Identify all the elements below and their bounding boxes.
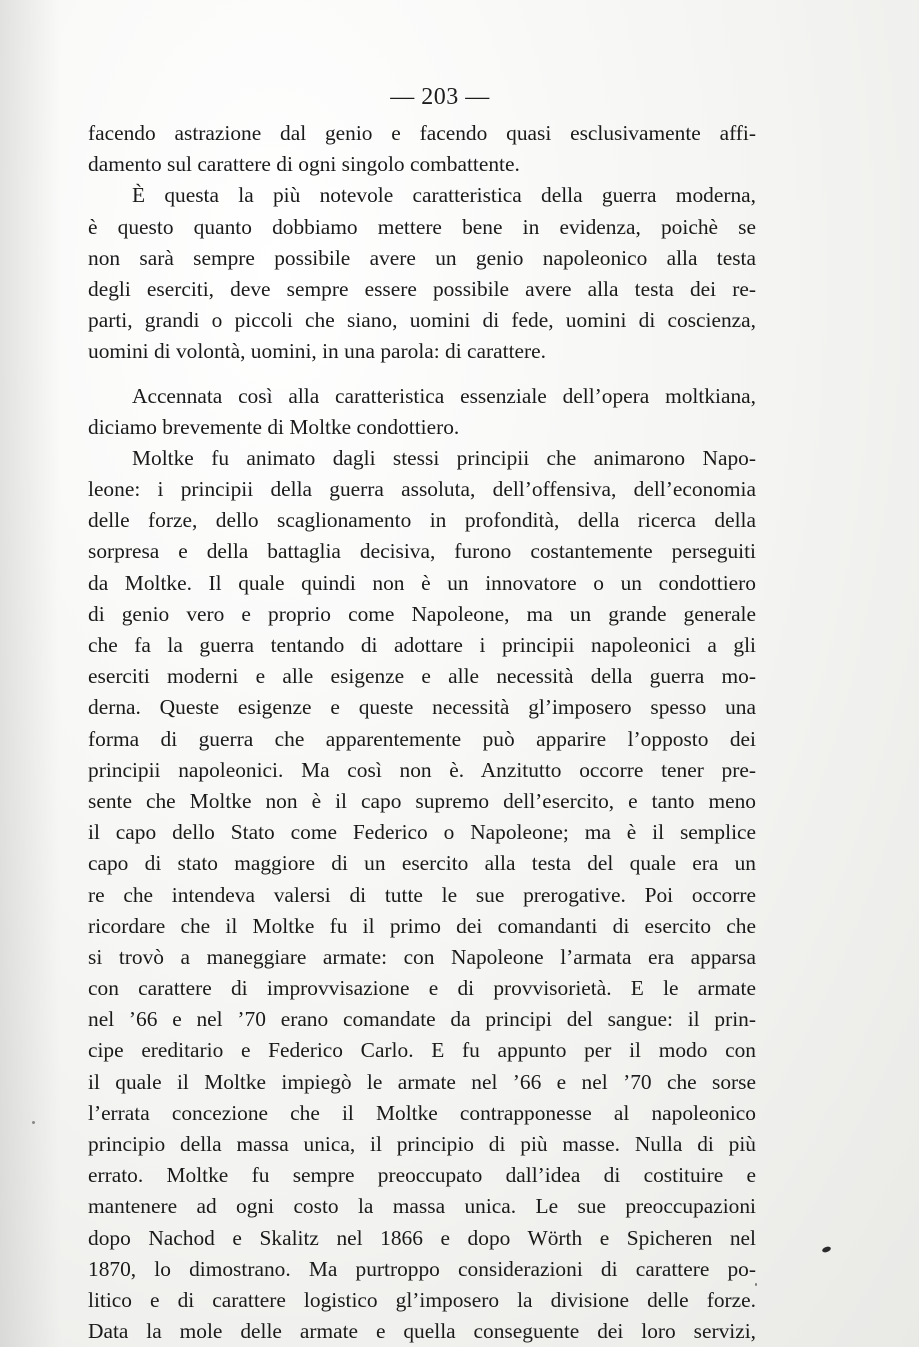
body-text	[88, 118, 756, 1347]
text-line: derna. Queste esigenze e queste necessità gl’imposero spesso una	[88, 695, 756, 720]
text-line: Moltke fu animato dagli stessi principii che animarono Napo-	[132, 445, 756, 470]
scan-speck	[32, 1121, 35, 1124]
page-edge-shadow	[0, 0, 60, 1347]
text-line: con carattere di improvvisazione e di provvisorietà. E le armate	[88, 976, 756, 1001]
text-line: Accennata così alla caratteristica essenziale dell’opera moltkiana,	[132, 383, 756, 408]
text-line: degli eserciti, deve sempre essere possibile avere alla testa dei re-	[88, 276, 756, 301]
text-line: damento sul carattere di ogni singolo combattente.	[88, 152, 520, 177]
text-line: diciamo brevemente di Moltke condottiero.	[88, 414, 460, 439]
text-line: uomini di volontà, uomini, in una parola: di carattere.	[88, 339, 546, 364]
text-line: è questo quanto dobbiamo mettere bene in evidenza, poichè se	[88, 214, 756, 239]
text-line: di genio vero e proprio come Napoleone, ma un grande generale	[88, 601, 756, 626]
text-line: delle forze, dello scaglionamento in profondità, della ricerca della	[88, 508, 756, 533]
text-line: il capo dello Stato come Federico o Napoleone; ma è il semplice	[88, 820, 756, 845]
text-line: l’errata concezione che il Moltke contrapponesse al napoleonico	[88, 1100, 756, 1125]
text-line: Data la mole delle armate e quella conseguente dei loro servizi,	[88, 1319, 756, 1344]
paragraph-spacer	[88, 368, 756, 381]
scan-speck	[755, 1283, 757, 1286]
text-line: dopo Nachod e Skalitz nel 1866 e dopo Wörth e Spicheren nel	[88, 1225, 756, 1250]
paragraph	[88, 118, 756, 180]
text-line: eserciti moderni e alle esigenze e alle necessità della guerra mo-	[88, 664, 756, 689]
text-line: si trovò a maneggiare armate: con Napoleone l’armata era apparsa	[88, 944, 756, 969]
paragraph	[88, 443, 756, 1347]
text-line: re che intendeva valersi di tutte le sue prerogative. Poi occorre	[88, 882, 756, 907]
page-number: — 203 —	[390, 84, 490, 110]
text-line: da Moltke. Il quale quindi non è un innovatore o un condottiero	[88, 570, 756, 595]
text-line: cipe ereditario e Federico Carlo. E fu appunto per il modo con	[88, 1038, 756, 1063]
text-line: parti, grandi o piccoli che siano, uomini di fede, uomini di coscienza,	[88, 308, 756, 333]
text-line: 1870, lo dimostrano. Ma purtroppo considerazioni di carattere po-	[88, 1256, 756, 1281]
text-line: facendo astrazione dal genio e facendo quasi esclusivamente affi-	[88, 121, 756, 145]
text-line: ricordare che il Moltke fu il primo dei comandanti di esercito che	[88, 913, 756, 938]
paragraph	[88, 180, 756, 367]
text-line: errato. Moltke fu sempre preoccupato dall’idea di costituire e	[88, 1163, 756, 1188]
text-line: capo di stato maggiore di un esercito alla testa del quale era un	[88, 851, 756, 876]
text-line: che fa la guerra tentando di adottare i principii napoleonici a gli	[88, 633, 756, 657]
text-line: il quale il Moltke impiegò le armate nel ’66 e nel ’70 che sorse	[88, 1069, 756, 1094]
text-line: nel ’66 e nel ’70 erano comandate da principi del sangue: il prin-	[88, 1007, 756, 1032]
paragraph	[88, 381, 756, 443]
text-line: sente che Moltke non è il capo supremo dell’esercito, e tanto meno	[88, 788, 756, 813]
scan-speck	[821, 1246, 831, 1254]
text-line: forma di guerra che apparentemente può apparire l’opposto dei	[88, 726, 756, 751]
text-line: leone: i principii della guerra assoluta, dell’offensiva, dell’economia	[88, 477, 756, 502]
text-line: sorpresa e della battaglia decisiva, furono costantemente perseguiti	[88, 539, 756, 564]
text-line: non sarà sempre possibile avere un genio napoleonico alla testa	[88, 245, 756, 270]
text-line: principio della massa unica, il principio di più masse. Nulla di più	[88, 1132, 756, 1156]
text-line: mantenere ad ogni costo la massa unica. Le sue preoccupazioni	[88, 1194, 756, 1219]
text-line: principii napoleonici. Ma così non è. Anzitutto occorre tener pre-	[88, 757, 756, 782]
text-line: litico e di carattere logistico gl’imposero la divisione delle forze.	[88, 1287, 756, 1312]
text-line: È questa la più notevole caratteristica della guerra moderna,	[132, 183, 756, 208]
